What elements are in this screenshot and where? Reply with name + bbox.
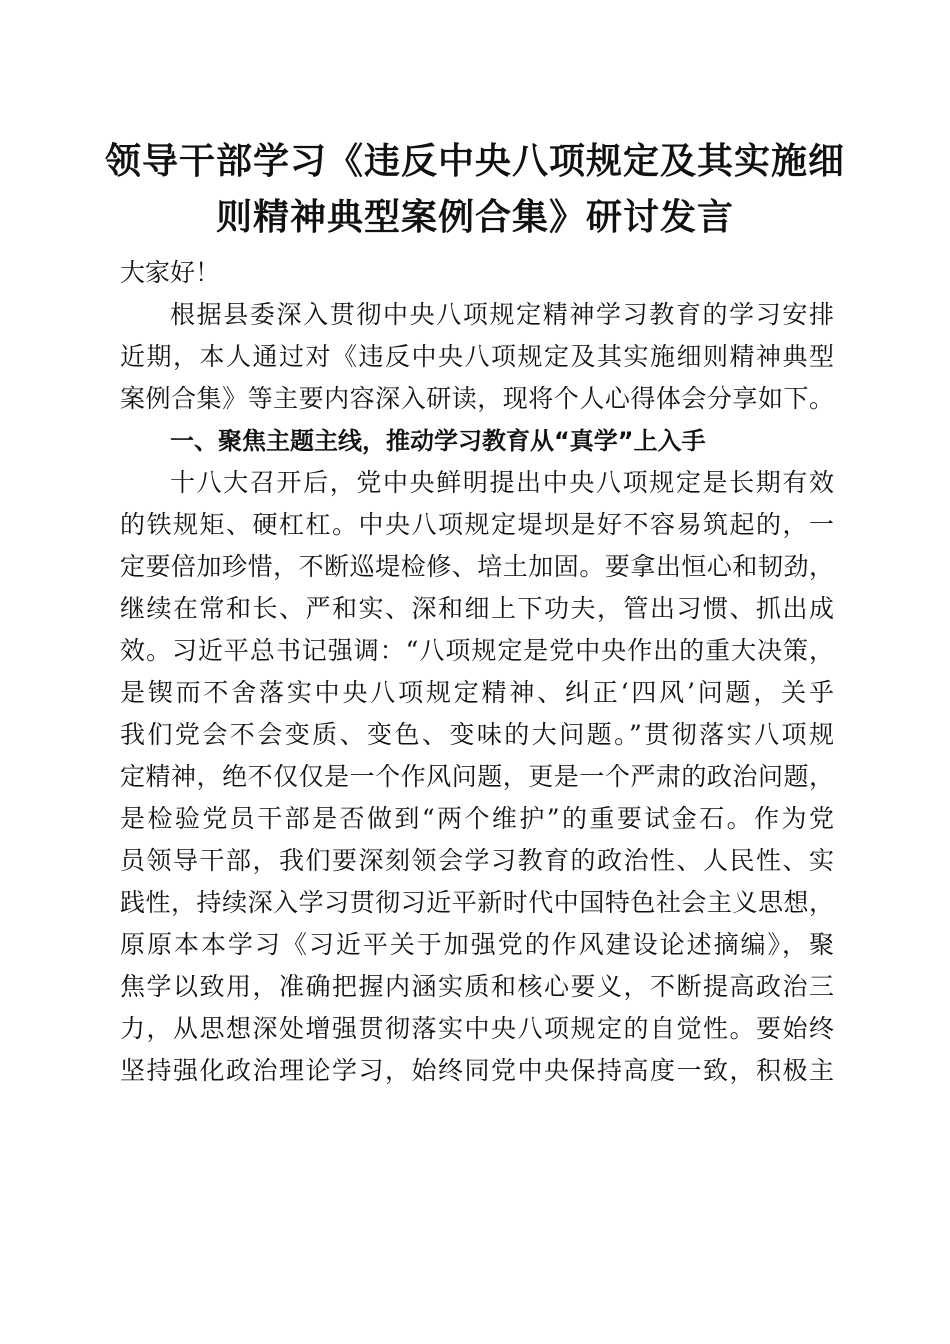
paragraph-line: 员领导干部，我们要深刻领会学习教育的政治性、人民性、实 [120, 846, 834, 875]
paragraph-line: 定要倍加珍惜，不断巡堤检修、培土加固。要拿出恒心和韧劲， [120, 552, 834, 581]
paragraph-line: 力，从思想深处增强贯彻落实中央八项规定的自觉性。要始终 [120, 1014, 834, 1043]
paragraph-line: 定精神，绝不仅仅是一个作风问题，更是一个严肃的政治问题， [120, 762, 834, 791]
paragraph-line: 近期，本人通过对《违反中央八项规定及其实施细则精神典型 [120, 342, 834, 371]
section-heading: 一、聚焦主题主线，推动学习教育从“真学”上入手 [170, 427, 706, 455]
paragraph-line: 案例合集》等主要内容深入研读，现将个人心得体会分享如下。 [120, 384, 834, 413]
document-title [80, 133, 870, 245]
document-body [120, 252, 834, 1092]
title-line: 领导干部学习《违反中央八项规定及其实施细 [104, 140, 845, 182]
paragraph-line: 我们党会不会变质、变色、变味的大问题。”贯彻落实八项规 [120, 720, 834, 749]
paragraph-line: 继续在常和长、严和实、深和细上下功夫，管出习惯、抓出成 [120, 594, 834, 623]
paragraph-line: 是锲而不舍落实中央八项规定精神、纠正‘四风’问题，关乎 [120, 678, 834, 707]
paragraph-line: 践性，持续深入学习贯彻习近平新时代中国特色社会主义思想， [120, 888, 834, 917]
paragraph-line: 是检验党员干部是否做到“两个维护”的重要试金石。作为党 [120, 804, 834, 833]
paragraph-line: 效。习近平总书记强调：“八项规定是党中央作出的重大决策， [120, 636, 834, 665]
paragraph-line: 坚持强化政治理论学习，始终同党中央保持高度一致，积极主 [120, 1056, 834, 1085]
paragraph-line: 原原本本学习《习近平关于加强党的作风建设论述摘编》，聚 [120, 930, 834, 959]
paragraph-line: 的铁规矩、硬杠杠。中央八项规定堤坝是好不容易筑起的，一 [120, 510, 834, 539]
title-line: 则精神典型案例合集》研讨发言 [215, 196, 734, 238]
paragraph-line: 焦学以致用，准确把握内涵实质和核心要义，不断提高政治三 [120, 972, 834, 1001]
paragraph-line: 十八大召开后，党中央鲜明提出中央八项规定是长期有效 [170, 468, 834, 497]
greeting: 大家好！ [120, 258, 221, 287]
paragraph-line: 根据县委深入贯彻中央八项规定精神学习教育的学习安排 [170, 300, 834, 329]
